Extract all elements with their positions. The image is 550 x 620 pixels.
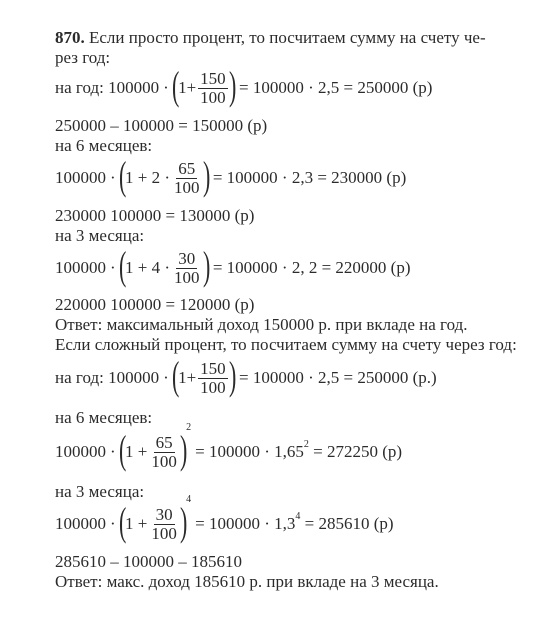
compound-3m-label: на 3 месяца: (55, 482, 145, 501)
compound-year-label: на год: 100000 (55, 368, 160, 387)
problem-intro-line2: рез год: (55, 48, 111, 67)
simple-year-diff: 250000 – 100000 = 150000 (р) (55, 116, 268, 135)
frac-denominator: 100 (174, 267, 200, 287)
simple-year-formula (55, 63, 433, 108)
frac-denominator: 100 (151, 523, 177, 543)
dot: · (163, 368, 169, 387)
frac-denominator: 100 (200, 377, 226, 397)
frac-denominator: 100 (151, 451, 177, 471)
left-paren: ( (171, 63, 180, 108)
simple-6m-diff: 230000 100000 = 130000 (р) (55, 206, 255, 225)
compound-3m-rhs (195, 511, 394, 534)
one-plus: 1+ (178, 368, 197, 387)
left-paren: ( (118, 243, 127, 288)
compound-6m-rhs (195, 439, 403, 462)
dot: · (110, 514, 116, 533)
frac-denominator: 100 (200, 87, 226, 107)
exponent: 2 (186, 422, 192, 433)
frac-numerator: 65 (155, 432, 173, 452)
intro-text: Если просто процент, то посчитаем сумму на счету че- (89, 28, 486, 47)
base-amount: 100000 (55, 258, 106, 277)
left-paren: ( (118, 499, 127, 544)
fraction (198, 360, 228, 397)
simple-3m-rhs: = 100000 · 2, 2 = 220000 (р) (212, 258, 411, 277)
frac-numerator: 30 (155, 504, 173, 524)
left-paren: ( (171, 353, 180, 398)
compound-year-formula (55, 353, 437, 398)
one-plus: 1 + 2 · (125, 168, 170, 187)
frac-numerator: 150 (200, 68, 226, 88)
simple-3m-label: на 3 месяца: (55, 226, 145, 245)
base-amount: 100000 (55, 442, 106, 461)
right-paren: ) (179, 427, 188, 472)
simple-year-rhs: = 100000 · 2,5 = 250000 (р) (239, 78, 433, 97)
fraction (172, 250, 202, 287)
right-paren: ) (228, 353, 237, 398)
frac-denominator: 100 (174, 177, 200, 197)
dot: · (110, 442, 116, 461)
rhs-part-b: = 285610 (р) (300, 514, 394, 533)
right-paren: ) (228, 63, 237, 108)
simple-6m-formula (55, 153, 407, 198)
frac-numerator: 30 (178, 248, 196, 268)
compound-year-rhs: = 100000 · 2,5 = 250000 (р.) (239, 368, 437, 387)
fraction (172, 160, 202, 197)
left-paren: ( (118, 153, 127, 198)
compound-answer: Ответ: макс. доход 185610 р. при вкладе на 3 месяца. (55, 572, 439, 591)
dot: · (163, 78, 169, 97)
rhs-exponent: 2 (303, 439, 309, 450)
simple-3m-formula (55, 243, 411, 288)
rhs-part-b: = 272250 (р) (308, 442, 403, 461)
frac-numerator: 150 (200, 358, 226, 378)
one-plus: 1 + (125, 514, 148, 533)
compound-6m-label: на 6 месяцев: (55, 408, 153, 427)
right-paren: ) (202, 153, 210, 198)
fraction (149, 434, 179, 471)
simple-6m-label: на 6 месяцев: (55, 136, 153, 155)
dot: · (110, 168, 116, 187)
base-amount: 100000 (55, 168, 106, 187)
fraction (198, 70, 228, 107)
simple-3m-diff: 220000 100000 = 120000 (р) (55, 295, 255, 314)
compound-3m-formula (55, 494, 394, 544)
exponent: 4 (186, 494, 192, 505)
frac-numerator: 65 (178, 158, 196, 178)
simple-6m-rhs: = 100000 · 2,3 = 230000 (р) (212, 168, 407, 187)
problem-intro-line1 (55, 28, 486, 48)
fraction (149, 506, 179, 543)
simple-answer: Ответ: максимальный доход 150000 р. при вкладе на год. (55, 315, 468, 334)
rhs-part-a: = 100000 · 1,3 (195, 514, 296, 533)
compound-3m-diff: 285610 – 100000 – 185610 (55, 552, 242, 571)
one-plus: 1 + 4 · (125, 258, 170, 277)
right-paren: ) (179, 499, 188, 544)
compound-intro: Если сложный процент, то посчитаем сумму на счету через год: (55, 335, 517, 354)
base-amount: 100000 (55, 514, 106, 533)
dot: · (110, 258, 116, 277)
right-paren: ) (202, 243, 210, 288)
compound-6m-formula (55, 422, 403, 472)
left-paren: ( (118, 427, 127, 472)
simple-year-label: на год: 100000 (55, 78, 160, 97)
one-plus: 1 + (125, 442, 148, 461)
rhs-part-a: = 100000 · 1,65 (195, 442, 304, 461)
rhs-exponent: 4 (295, 511, 301, 522)
one-plus: 1+ (178, 78, 197, 97)
problem-number: 870. (55, 28, 85, 47)
